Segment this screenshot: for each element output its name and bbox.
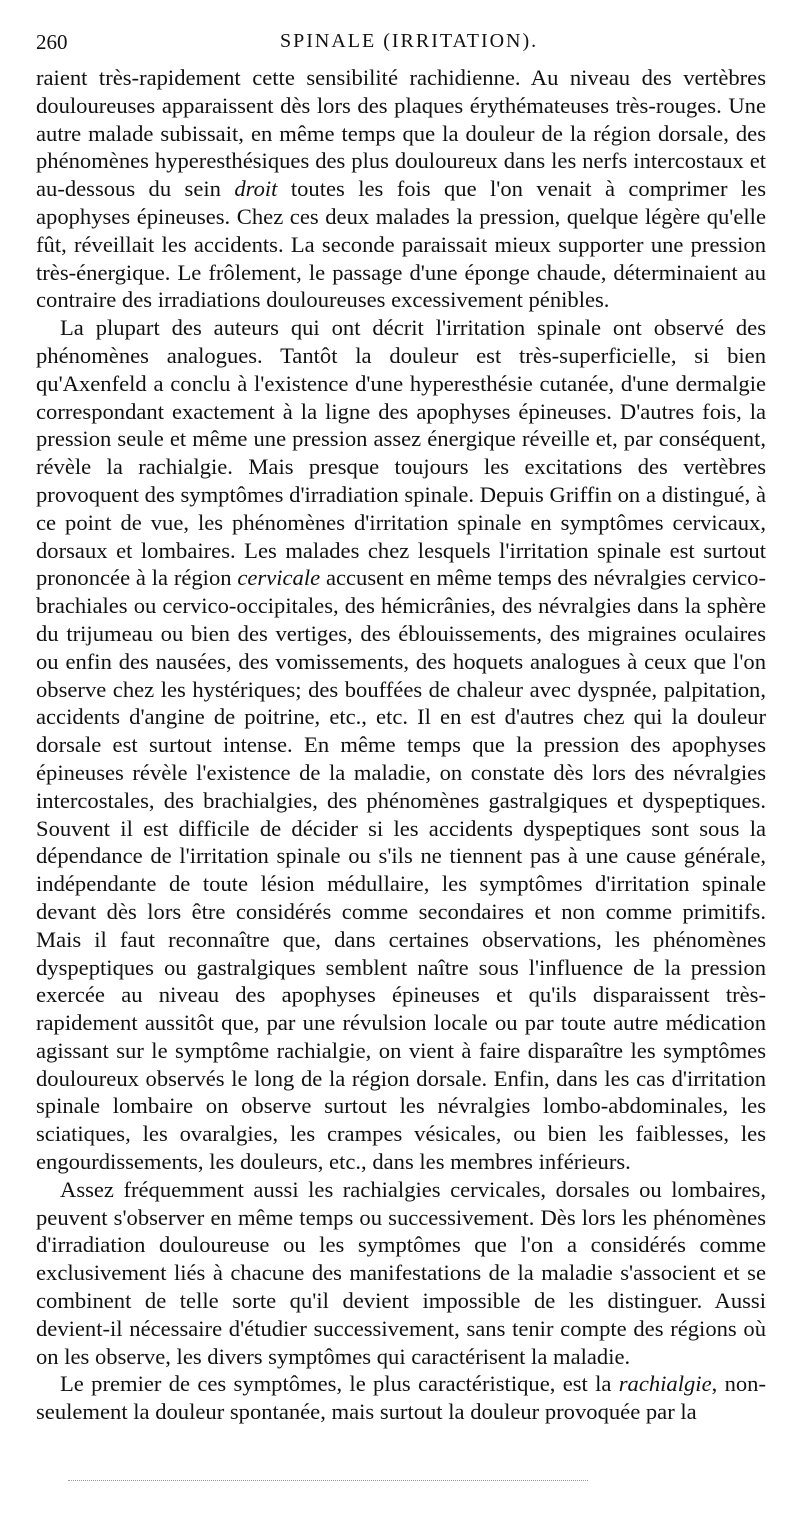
footer-rule: [68, 1480, 588, 1481]
running-title: SPINALE (IRRITATION).: [280, 30, 539, 52]
emphasis-cervicale: cervicale: [237, 565, 321, 591]
page-number: 260: [36, 30, 68, 54]
emphasis-droit: droit: [234, 176, 278, 202]
paragraph-auteurs: La plupart des auteurs qui ont décrit l'irritation spinale ont observé des phénomènes analogues. Tantôt la douleur est très-superficielle, si bien qu'Axenfeld a conclu à l'existence d'une hyperesthésie cutanée, d'une dermalgie correspondant exactement à la ligne des apophyses épineuses. D'autres fois, la pression seule et même une pression assez énergique réveille et, par conséquent, révèle la rachialgie. Mais presque toujours les excitations des vertèbres provoquent des symptômes d'irradiation spinale. Depuis Griffin on a distingué, à ce point de vue, les phénomènes d'irritation spinale en symptômes cervicaux, dorsaux et lombaires. Les malades chez lesquels l'irritation spinale est surtout prononcée à la région cervicale accusent en même temps des névralgies cervico-brachiales ou cervico-occipitales, des hémicrânies, des névralgies dans la sphère du trijumeau ou bien des vertiges, des éblouissements, des migraines oculaires ou enfin des nausées, des vomissements, des hoquets analogues à ceux que l'on observe chez les hystériques; des bouffées de chaleur avec dyspnée, palpitation, accidents d'angine de poitrine, etc., etc. Il en est d'autres chez qui la douleur dorsale est surtout intense. En même temps que la pression des apophyses épineuses révèle l'existence de la maladie, on constate dès lors des névralgies intercostales, des brachialgies, des phénomènes gastralgiques et dyspeptiques. Souvent il est difficile de décider si les accidents dyspeptiques sont sous la dépendance de l'irritation spinale ou s'ils ne tiennent pas à une cause générale, indépendante de toute lésion médullaire, les symptômes d'irritation spinale devant dès lors être considérés comme secondaires et non comme primitifs. Mais il faut reconnaître que, dans certaines observations, les phénomènes dyspeptiques ou gastralgiques semblent naître sous l'influence de la pression exercée au niveau des apophyses épineuses et qu'ils disparaissent très-rapidement aussitôt que, par une révulsion locale ou par toute autre médication agissant sur le symptôme rachialgie, on vient à faire disparaître les symptômes douloureux observés le long de la région dorsale. Enfin, dans les cas d'irritation spinale lombaire on observe surtout les névralgies lombo-abdominales, les sciatiques, les ovaralgies, les crampes vésicales, ou bien les faiblesses, les engourdissements, les douleurs, etc., dans les membres inférieurs.: [36, 315, 766, 1175]
paragraph-continuation: raient très-rapidement cette sensibilité rachidienne. Au niveau des vertèbres douloureuses apparaissent dès lors des plaques érythémateuses très-rouges. Une autre malade subissait, en même temps que la douleur de la région dorsale, des phénomènes hyperesthésiques des plus douloureux dans les nerfs intercostaux et au-dessous du sein droit toutes les fois que l'on venait à comprimer les apophyses épineuses. Chez ces deux malades la pression, quelque légère qu'elle fût, réveillait les accidents. La seconde paraissait mieux supporter une pression très-énergique. Le frôlement, le passage d'une éponge chaude, déterminaient au contraire des irradiations douloureuses excessivement pénibles.: [36, 65, 766, 313]
body-text: [36, 64, 766, 1426]
emphasis-rachialgie: rachialgie: [618, 1371, 712, 1397]
paragraph-rachialgies: Assez fréquemment aussi les rachialgies cervicales, dorsales ou lombaires, peuvent s'observer en même temps ou successivement. Dès lors les phénomènes d'irradiation douloureuse ou les symptômes que l'on a considérés comme exclusivement liés à chacune des manifestations de la maladie s'associent et se combinent de telle sorte qu'il devient impossible de les distinguer. Aussi devient-il nécessaire d'étudier successivement, sans tenir compte des régions où on les observe, les divers symptômes qui caractérisent la maladie.: [36, 1176, 766, 1369]
paragraph-premier-symptome: Le premier de ces symptômes, le plus caractéristique, est la rachialgie, non-seulement la douleur spontanée, mais surtout la douleur provoquée par la: [36, 1371, 766, 1425]
running-head: [36, 30, 766, 60]
